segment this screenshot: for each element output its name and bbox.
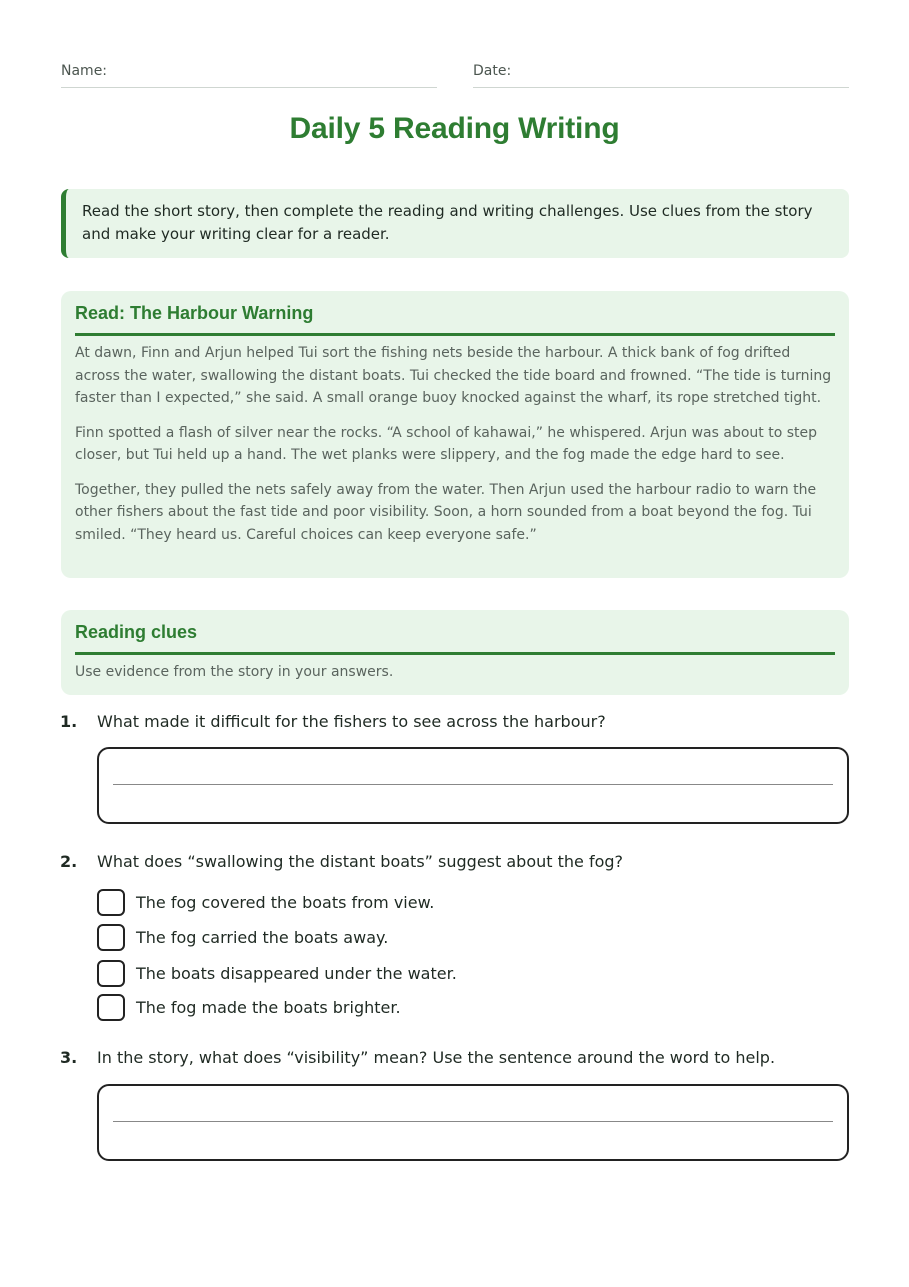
option-label: The fog carried the boats away. [136, 927, 389, 947]
reading-clues-panel [61, 610, 849, 695]
option-d[interactable] [97, 993, 401, 1021]
story-panel [61, 291, 849, 578]
option-checkbox[interactable] [97, 889, 125, 916]
answer-box-1[interactable] [97, 747, 849, 824]
answer-box-3[interactable] [97, 1084, 849, 1161]
question-number: 2. [60, 852, 78, 871]
option-checkbox[interactable] [97, 924, 125, 951]
question-number: 1. [60, 712, 78, 731]
option-label: The fog made the boats brighter. [136, 997, 401, 1017]
option-c[interactable] [97, 959, 457, 987]
story-paragraph: At dawn, Finn and Arjun helped Tui sort the fishing nets beside the harbour. A thick bank of fog drifted across the water, swallowing the distant boats. Tui checked the tide board and frowned. “The tide is turning faster than I expected,” she said. A small orange buoy knocked against the wharf, its rope stretched tight. [75, 345, 832, 406]
question-text: What made it difficult for the fishers to see across the harbour? [97, 712, 606, 731]
option-label: The boats disappeared under the water. [136, 963, 457, 983]
story-heading: Read: The Harbour Warning [75, 303, 835, 336]
instructions-callout [61, 189, 849, 258]
date-field[interactable] [473, 60, 849, 88]
answer-writing-line [113, 1121, 833, 1122]
name-field[interactable] [61, 60, 437, 88]
worksheet-title: Daily 5 Reading Writing [289, 112, 620, 145]
name-label: Name: [61, 63, 108, 79]
story-paragraph: Together, they pulled the nets safely away from the water. Then Arjun used the harbour radio to warn the other fishers about the fast tide and poor visibility. Soon, a horn sounded from a boat beyond the fog. Tui smiled. “They heard us. Careful choices can keep everyone safe.” [75, 481, 817, 543]
option-label: The fog covered the boats from view. [136, 892, 435, 912]
option-a[interactable] [97, 888, 434, 916]
answer-writing-line [113, 784, 833, 785]
reading-clues-heading: Reading clues [75, 622, 835, 655]
question-number: 3. [60, 1048, 78, 1067]
option-checkbox[interactable] [97, 994, 125, 1021]
question-text: What does “swallowing the distant boats” suggest about the fog? [97, 852, 624, 871]
option-b[interactable] [97, 923, 388, 951]
date-label: Date: [473, 63, 512, 79]
instructions-text: Read the short story, then complete the reading and writing challenges. Use clues from the story and make your writing clear for a reader. [82, 202, 813, 243]
story-paragraph: Finn spotted a flash of silver near the rocks. “A school of kahawai,” he whispered. Arjun was about to step closer, but Tui held up a hand. The wet planks were slippery, and the fog made the edge hard to see. [75, 424, 818, 463]
option-checkbox[interactable] [97, 960, 125, 987]
reading-clues-subtitle: Use evidence from the story in your answers. [75, 664, 394, 680]
question-text: In the story, what does “visibility” mean? Use the sentence around the word to help. [97, 1048, 776, 1067]
student-info-row [61, 60, 849, 88]
